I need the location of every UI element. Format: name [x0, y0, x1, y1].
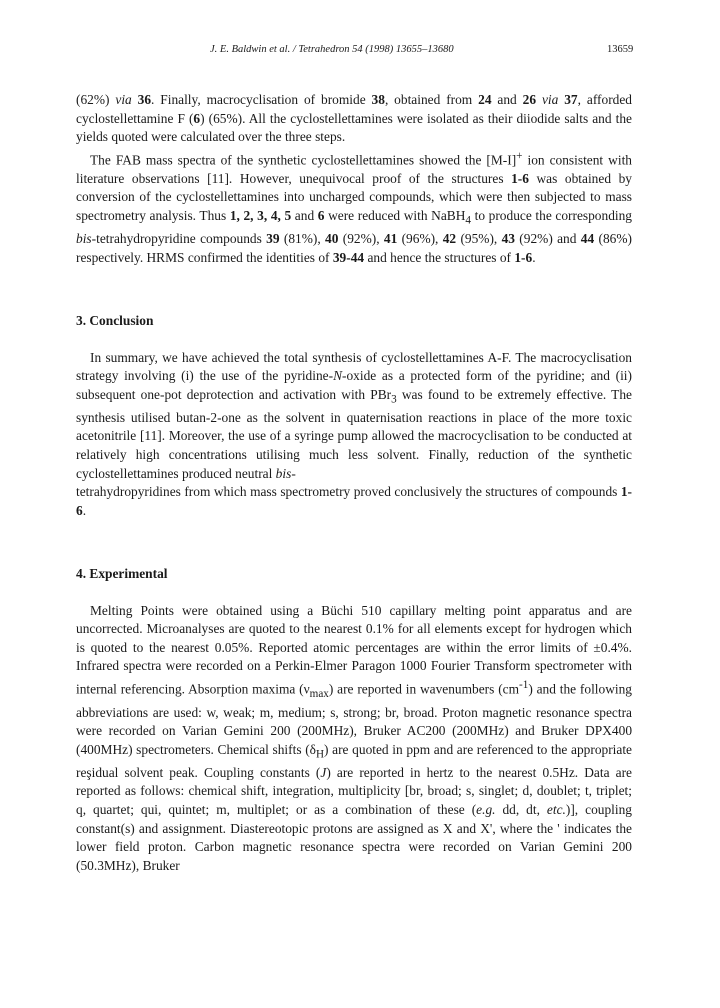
section-heading-experimental: 4. Experimental — [76, 566, 168, 582]
results-paragraph-1: (62%) via 36. Finally, macrocyclisation of bromide 38, obtained from 24 and 26 via 37, afforded cyclostellettamine F (6) (65%). All the cyclostellettamines were isolated as their diiodide salts and the yields quoted were calculated over the three steps. — [76, 92, 632, 145]
results-paragraph-2: The FAB mass spectra of the synthetic cyclostellettamines showed the [M-I]+ ion consistent with literature observations [11]. However, unequivocal proof of the structures 1-6 was obtained by conversion of the cyclostellettamines into uncharged compounds, which were then subjected to mass spectrometry analysis. Thus 1, 2, 3, 4, 5 and 6 were reduced with NaBH$_4$ to produce the corresponding bis-tetrahydropyridine compounds 39 (81%), 40 (92%), 41 (96%), 42 (95%), 43 (92%) and 44 (86%) respectively. HRMS confirmed the identities of 39-44 and hence the structures of 1-6. — [76, 149, 633, 265]
running-head: J. E. Baldwin et al. / Tetrahedron 54 (1998) 13655–13680 — [210, 44, 454, 55]
page-header — [0, 44, 720, 60]
conclusion-paragraph: In summary, we have achieved the total synthesis of cyclostellettamines A-F. The macrocyclisation strategy involving (i) the use of the pyridine-N-oxide as a protected form of the pyridine; and (ii) subsequent one-pot deprotection and activation with PBr$_3$ was found to be extremely effective. The synthesis utilised butan-2-one as the solvent in quaternisation reactions in place of the more toxic acetonitrile [11]. Moreover, the use of a syringe pump allowed the macrocyclisation to be conducted at relatively high concentrations utilising much less solvent. Finally, reduction of the synthetic cyclostellettamines produced neutral bis- tetrahydropyridines from which mass spectrometry proved conclusively the structures of compounds 1-6. — [76, 349, 632, 518]
section-heading-conclusion: 3. Conclusion — [76, 313, 154, 329]
page-number: 13659 — [607, 44, 634, 55]
experimental-paragraph: Melting Points were obtained using a Büchi 510 capillary melting point apparatus and are uncorrected. Microanalyses are quoted to the nearest 0.1% for all elements except for hydrogen which is quoted to the nearest 0.05%. Reported atomic percentages are within the error limits of ±0.4%. Infrared spectra were recorded on a Perkin-Elmer Paragon 1000 Fourier Transform spectrometer with internal referencing. Absorption maxima $(\nu_{max})$ are reported in wavenumbers $(cm^{-1})$ and the following abbreviations are used: w, weak; m, medium; s, strong; br, broad. Proton magnetic resonance spectra were recorded on Varian Gemini 200 (200MHz), Bruker AC200 (200MHz) and Bruker DPX400 (400MHz) spectrometers. Chemical shifts $(\delta_H)$ are quoted in ppm and are referenced to the appropriate reşidual solvent peak. Coupling constants (J) are reported in hertz to the nearest 0.5Hz. Data are reported as follows: chemical shift, integration, multiplicity [br, broad; s, singlet; d, doublet; t, triplet; q, quartet; qui, quintet; m, multiplet; or as a combination of these (e.g. dd, dt, etc.)], coupling constant(s) and assignment. Diastereotopic protons are assigned as X and X', where the ' indicates the lower field proton. Carbon magnetic resonance spectra were recorded on Varian Gemini 200 (50.3MHz), Bruker — [76, 602, 633, 873]
page-body — [76, 91, 632, 875]
